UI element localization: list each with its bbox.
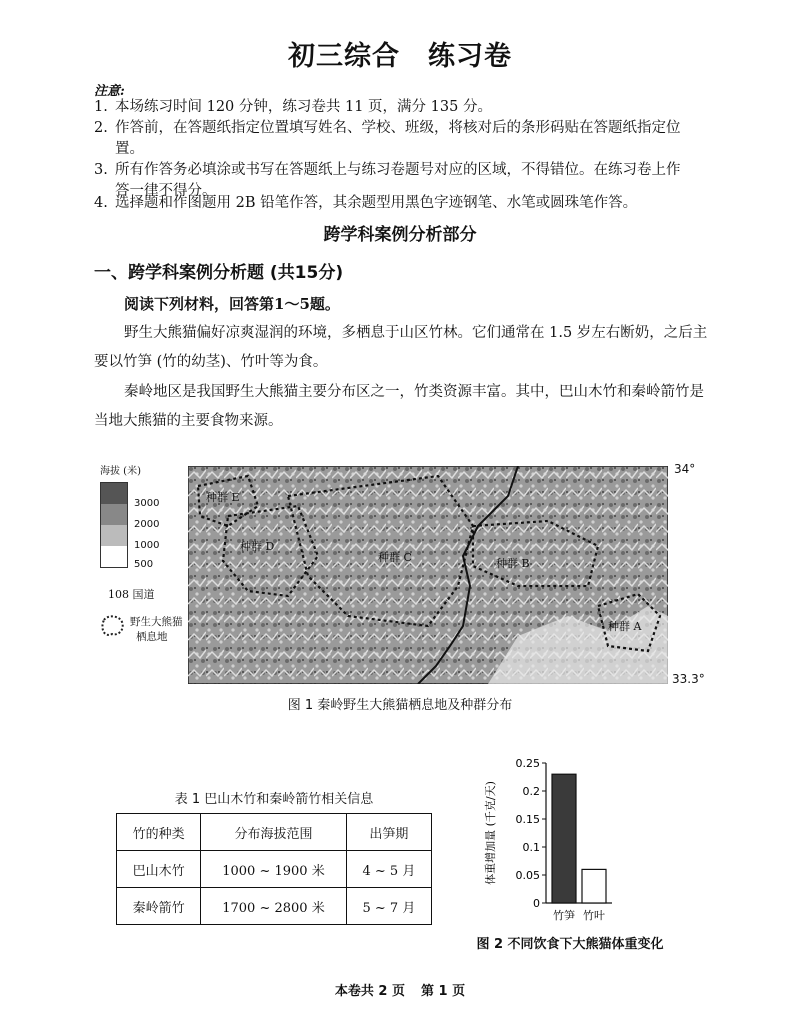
- table-header-row: [117, 814, 432, 851]
- material-paragraph-2: 秦岭地区是我国野生大熊猫主要分布区之一，竹类资源丰富。其中，巴山木竹和秦岭箭竹是当地大熊猫的主要食物来源。: [94, 384, 704, 429]
- legend-level-2000: 2000: [134, 519, 160, 530]
- chart-caption: 图 2 不同饮食下大熊猫体重变化: [476, 937, 664, 952]
- note-text: 本场练习时间 120 分钟，练习卷共 11 页，满分 135 分。: [115, 99, 492, 115]
- page-title: [0, 34, 800, 73]
- footer-page-number: 第 1 页: [421, 984, 466, 999]
- question-heading: 一、跨学科案例分析题 (共15分): [94, 263, 344, 283]
- table-header-cell: 出笋期: [346, 814, 431, 851]
- bar-1: [552, 774, 576, 903]
- elevation-legend-swatches: [100, 482, 128, 568]
- habitat-label-2: 栖息地: [136, 631, 168, 643]
- note-number: 1.: [94, 99, 108, 115]
- y-tick-label: 0.1: [522, 841, 540, 854]
- y-tick-label: 0: [533, 897, 540, 910]
- title-part-1: 初三综合: [288, 41, 400, 72]
- population-a-label: 种群 A: [608, 620, 642, 633]
- x-category-label: 竹叶: [583, 909, 605, 922]
- table-header-cell: 竹的种类: [117, 814, 201, 851]
- note-number: 3.: [94, 162, 108, 178]
- table-cell: 秦岭箭竹: [117, 888, 201, 925]
- map-caption: 图 1 秦岭野生大熊猫栖息地及种群分布: [287, 698, 513, 713]
- table-cell: 1700 ~ 2800 米: [201, 888, 347, 925]
- note-text: 所有作答务必填涂或书写在答题纸上与练习卷题号对应的区域，不得错位。在练习卷上作: [115, 162, 681, 178]
- note-text: 选择题和作图题用 2B 铅笔作答，其余题型用黑色字迹钢笔、水笔或圆珠笔作答。: [115, 195, 638, 211]
- y-tick-label: 0.05: [515, 869, 540, 882]
- note-item-1: [94, 97, 734, 118]
- table-row: [117, 851, 432, 888]
- table-cell: 5 ~ 7 月: [346, 888, 431, 925]
- note-item-2: [94, 118, 734, 160]
- note-number: 4.: [94, 195, 108, 211]
- population-b-label: 种群 B: [496, 557, 530, 570]
- note-item-4: [94, 193, 734, 214]
- note-text-continued: 置。: [115, 141, 144, 157]
- x-category-label: 竹笋: [553, 909, 575, 922]
- material-paragraph-1: 野生大熊猫偏好凉爽湿润的环境，多栖息于山区竹林。它们通常在 1.5 岁左右断奶，之后主要以竹笋 (竹的幼茎)、竹叶等为食。: [94, 325, 708, 370]
- habitat-label: 野生大熊猫: [130, 616, 183, 628]
- y-axis-label: 体重增加量 (千克/天): [484, 781, 497, 885]
- legend-level-1000: 1000: [134, 540, 160, 551]
- road-label: 108 国道: [108, 588, 155, 601]
- table-cell: 4 ~ 5 月: [346, 851, 431, 888]
- latitude-top: 34°: [674, 462, 696, 476]
- title-part-2: 练习卷: [428, 41, 512, 72]
- table-caption: 表 1 巴山木竹和秦岭箭竹相关信息: [174, 792, 374, 807]
- habitat-map: [188, 466, 668, 684]
- table-cell: 1000 ~ 1900 米: [201, 851, 347, 888]
- y-tick-label: 0.2: [522, 785, 540, 798]
- section-title: 跨学科案例分析部分: [323, 225, 477, 245]
- bamboo-info-table: [116, 813, 432, 925]
- note-text: 作答前，在答题纸指定位置填写姓名、学校、班级，将核对后的条形码贴在答题纸指定位: [115, 120, 681, 136]
- table-row: [117, 888, 432, 925]
- population-d-label: 种群 D: [240, 540, 275, 553]
- y-tick-label: 0.25: [515, 757, 540, 770]
- table-cell: 巴山木竹: [117, 851, 201, 888]
- footer-total-pages: 本卷共 2 页: [334, 984, 405, 999]
- population-e-label: 种群 E: [206, 491, 240, 504]
- weight-gain-chart: [476, 748, 626, 928]
- y-tick-label: 0.15: [515, 813, 540, 826]
- page-footer: [0, 980, 800, 999]
- population-c-label: 种群 C: [378, 551, 412, 564]
- latitude-bottom: 33.3°: [672, 672, 705, 686]
- notes-heading: 注意:: [94, 84, 125, 99]
- habitat-legend-icon: [98, 612, 128, 642]
- note-number: 2.: [94, 120, 108, 136]
- read-prompt: 阅读下列材料，回答第1～5题。: [124, 295, 340, 313]
- legend-level-3000: 3000: [134, 498, 160, 509]
- bar-2: [582, 869, 606, 903]
- legend-level-500: 500: [134, 559, 154, 570]
- legend-title: 海拔 (米): [100, 466, 141, 477]
- table-header-cell: 分布海拔范围: [201, 814, 347, 851]
- note-text-continued: 答一律不得分。: [115, 183, 217, 199]
